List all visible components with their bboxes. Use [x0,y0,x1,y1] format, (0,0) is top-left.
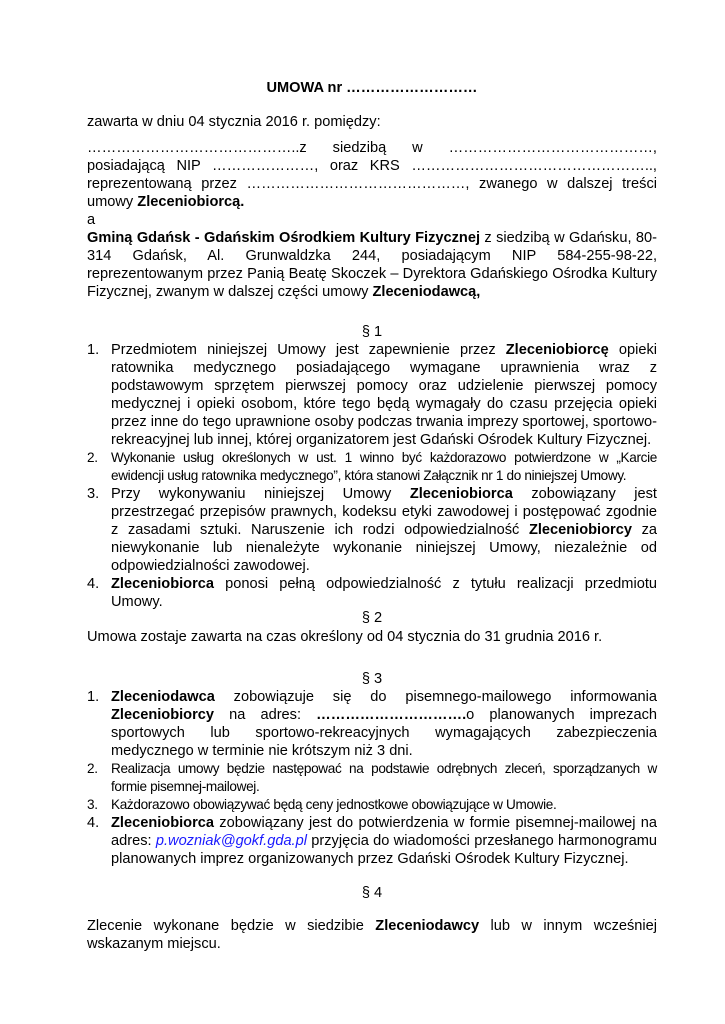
list-item [87,485,657,575]
item-bold: Zleceniobiorcy [528,522,632,538]
item-bold: Zleceniobiorcę [505,342,609,358]
intro-line: zawarta w dniu 04 stycznia 2016 r. pomiędzy: [87,114,381,130]
list-item [87,688,657,760]
list-item [87,760,657,796]
item-text: Zlecenie wykonane będzie w siedzibie [87,918,376,934]
item-number: 4. [87,576,100,592]
item-text: Wykonanie usług określonych w ust. 1 winno być każdorazowo potwierdzone w „Karcie ewidencji usług ratownika medycznego”, która stanowi Załącznik nr 1 do niniejszej Umowy. [111,450,657,483]
item-text: lub w innym wcześniej wskazanym miejscu. [87,918,657,952]
party-contractor-text: ……………………………………..z siedzibą w ……………………………………, posiadającą NIP …………………, oraz KRS ………………………………………….., reprezentowaną przez ………………………………………, zwanego w dalszej treści umowy [87,140,657,210]
contract-title: UMOWA nr ……………………… [266,80,478,96]
item-text: zobowiązany jest przestrzegać przepisów prawnych, kodeksu etyki zawodowej i postępować zgodnie z zasadami sztuki. Naruszenie ich rodzi odpowiedzialność [111,486,657,538]
section-4-heading: § 4 [361,885,383,901]
section-1-list [87,341,657,611]
item-number: 2. [87,761,98,776]
section-3-list [87,688,657,868]
section-2-text: Umowa zostaje zawarta na czas określony od 04 stycznia do 31 grudnia 2016 r. [87,629,603,645]
section-4-text [87,917,657,953]
item-bold: Zleceniobiorca [111,576,214,592]
list-item [87,575,657,611]
item-bold: Zleceniodawcy [375,918,480,934]
section-3-heading: § 3 [361,671,383,687]
party-contractor [87,139,657,211]
list-item [87,449,657,485]
item-text: Przedmiotem niniejszej Umowy jest zapewnienie przez [111,342,506,358]
conjunction: a [87,212,96,228]
item-bold: Zleceniobiorca [409,486,513,502]
email-link[interactable]: p.wozniak@gokf.gda.pl [155,833,307,849]
item-text: ponosi pełną odpowiedzialność z tytułu realizacji przedmiotu Umowy. [111,576,657,610]
list-item [87,796,657,814]
item-bold: Zleceniodawca [111,689,215,705]
item-text: zobowiązuje się do pisemnego-mailowego informowania [214,689,657,705]
item-text: na adres: [214,707,317,723]
item-bold: Zleceniobiorca [111,815,214,831]
section-1-heading: § 1 [361,324,383,340]
item-number: 1. [87,342,100,358]
item-text: zobowiązany jest do potwierdzenia w formie pisemnej-mailowej na adres: [111,815,657,849]
item-text: opieki ratownika medycznego posiadającego wymagane uprawnienia wraz z podstawowym sprzętem pierwszej pomocy oraz udzielenie pierwszej pomocy medycznej i opieki osobom, które tego będą wymagały do czasu przejęcia opieki przez inne do tego uprawnione osoby podczas trwania imprezy sportowej, sportowo-rekreacyjnej lub innej, której organizatorem jest Gdański Ośrodek Kultury Fizycznej. [111,342,657,448]
item-number: 1. [87,689,100,705]
client-name: Gminą Gdańsk - Gdańskim Ośrodkiem Kultury Fizycznej [87,230,481,246]
item-text: Realizacja umowy będzie następować na podstawie odrębnych zleceń, sporządzanych w formie pisemnej-mailowej. [111,761,657,794]
contractor-role: Zleceniobiorcą. [137,194,245,210]
party-client [87,229,657,301]
list-item [87,814,657,868]
party-client-text: z siedzibą w Gdańsku, 80-314 Gdańsk, Al. Grunwaldzka 244, posiadającym NIP 584-255-98-22, reprezentowanym przez Panią Beatę Skoczek – Dyrektora Gdańskiego Ośrodka Kultury Fizycznej, zwanym w dalszej części umowy [87,230,657,300]
item-number: 3. [87,797,98,812]
list-item [87,341,657,449]
item-text: Każdorazowo obowiązywać będą ceny jednostkowe obowiązujące w Umowie. [111,797,557,812]
item-text: Przy wykonywaniu niniejszej Umowy [111,486,410,502]
item-bold: Zleceniobiorcy [111,707,214,723]
item-number: 2. [87,450,98,465]
item-number: 4. [87,815,100,831]
client-role: Zleceniodawcą, [372,284,481,300]
section-2-heading: § 2 [361,610,383,626]
item-text: przyjęcia do wiadomości przesłanego harmonogramu planowanych imprez organizowanych przez Gdański Ośrodek Kultury Fizycznej. [111,833,657,867]
item-text: za niewykonanie lub nienależyte wykonanie niniejszej Umowy, niezależnie od odpowiedzialności zawodowej. [111,522,657,574]
item-text: o planowanych imprezach sportowych lub sportowo-rekreacyjnych wymagających zabezpieczenia medycznego w terminie nie krótszym niż 3 dni. [111,707,657,759]
item-number: 3. [87,486,100,502]
item-bold: …………………………. [316,707,467,723]
